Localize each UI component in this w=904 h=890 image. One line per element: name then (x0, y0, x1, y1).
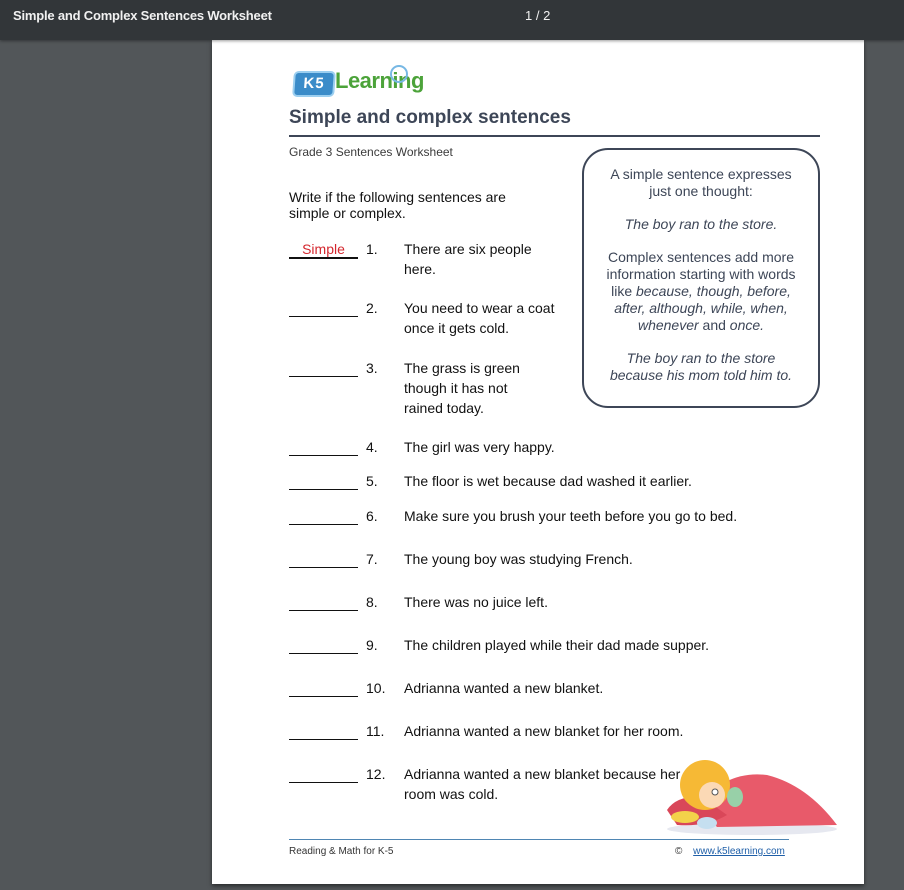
answer-field[interactable] (289, 635, 358, 654)
title-divider (289, 135, 820, 137)
question-text: You need to wear a coat once it gets cold. (404, 300, 555, 336)
question-number: 3. (366, 360, 378, 376)
answer-field[interactable]: Simple (289, 239, 358, 259)
instructions: Write if the following sentences are simple or complex. (289, 189, 506, 221)
question-number: 4. (366, 439, 378, 455)
question-number: 5. (366, 473, 378, 489)
question-text: The floor is wet because dad washed it earlier. (404, 473, 692, 489)
question-text: The children played while their dad made supper. (404, 637, 710, 653)
question-text: The young boy was studying French. (404, 551, 633, 567)
footer-tagline: Reading & Math for K-5 (289, 846, 394, 857)
footer-credit (675, 846, 785, 857)
question-number: 2. (366, 300, 378, 316)
question-text: Make sure you brush your teeth before you go to bed. (404, 508, 738, 524)
question-number: 7. (366, 551, 378, 567)
simple-definition: A simple sentence expresses just one thought: (610, 166, 792, 199)
question-text: Adrianna wanted a new blanket for her room. (404, 723, 684, 739)
pdf-toolbar (0, 0, 904, 40)
k5-learning-logo (290, 65, 440, 101)
simple-example: The boy ran to the store. (624, 216, 778, 232)
logo-word: Learning (335, 68, 424, 93)
question-text: Adrianna wanted a new blanket. (404, 680, 604, 696)
question-text: The grass is green though it has not rained today. (404, 360, 520, 416)
footer-divider (289, 839, 789, 840)
website-link[interactable]: www.k5learning.com (693, 846, 785, 857)
complex-example: The boy ran to the store because his mom told him to. (609, 350, 793, 383)
answer-field[interactable] (289, 358, 358, 377)
logo-figure-icon (390, 65, 408, 83)
question-number: 6. (366, 508, 378, 524)
sleeping-girl-illustration (657, 755, 842, 840)
logo-badge: K5 (292, 71, 336, 97)
question-number: 11. (366, 723, 385, 739)
question-text: Adrianna wanted a new blanket because her room was cold. (404, 766, 681, 802)
answer-field[interactable] (289, 764, 358, 783)
page-indicator: 1 / 2 (525, 8, 551, 23)
worksheet-title: Simple and complex sentences (289, 107, 571, 128)
worksheet-subtitle: Grade 3 Sentences Worksheet (289, 145, 453, 159)
answer-field[interactable] (289, 506, 358, 525)
question-text: The girl was very happy. (404, 439, 555, 455)
document-title: Simple and Complex Sentences Worksheet (13, 8, 272, 23)
question-number: 9. (366, 637, 378, 653)
question-number: 1. (366, 241, 378, 257)
question-text: There was no juice left. (404, 594, 548, 610)
answer-field[interactable] (289, 437, 358, 456)
question-text: There are six people here. (404, 241, 532, 277)
answer-field[interactable] (289, 678, 358, 697)
answer-field[interactable] (289, 298, 358, 317)
copyright-icon: © (675, 846, 683, 857)
answer-field[interactable] (289, 549, 358, 568)
question-number: 12. (366, 766, 386, 782)
answer-field[interactable] (289, 592, 358, 611)
complex-definition: Complex sentences add more information starting with words like because, though, before, after, although, while, when, whenever and once. (606, 249, 796, 333)
question-number: 10. (366, 680, 386, 696)
pdf-page (212, 40, 864, 884)
answer-field[interactable] (289, 471, 358, 490)
answer-field[interactable] (289, 721, 358, 740)
question-number: 8. (366, 594, 378, 610)
definition-box (582, 148, 820, 408)
